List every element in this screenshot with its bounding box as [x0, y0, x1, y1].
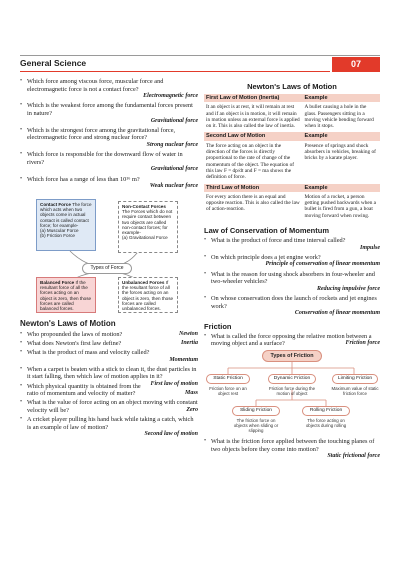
- momentum-heading: Law of Conservation of Momentum: [204, 226, 330, 236]
- list-item: • Which is the strongest force among the gravitational force, electromagnetic force and strong nuclear force? Strong nuclear force: [20, 126, 198, 148]
- table-header: First Law of Motion (Inertia): [204, 94, 303, 102]
- section-title: General Science: [20, 58, 87, 68]
- list-item: • What is the product of force and time interval called? Impulse: [204, 237, 380, 251]
- table-row: The force acting on an object in the direction of the forces is directly proportional to the rate of change of the momentum of the object. The equation of this law F = dp/dt and F = ma shows the definition of force. Presence of springs and shock absorbers in vehicles, breaking of bricks by a karate player.: [206, 142, 376, 181]
- list-item: • When a carpet is beaten with a stick to clean it, the dust particles in it start falling, then which law of motion applies in it? First law of motion: [20, 365, 198, 388]
- list-item: • What is the product of mass and velocity called? Momentum: [20, 349, 198, 363]
- list-item: • Which force among viscous force, muscular force and electromagnetic force is not a contact force? Electromagnetic force: [20, 78, 198, 100]
- table-row: It an object is at rest, it will remain at rest and if an object is in motion, it will remain in motion unless an external force is applied on it. This is also called the law of inertia. A bullet causing a hole in the glass. Passengers sitting in a moving vehicle bending forward when it stops.: [206, 104, 374, 130]
- rolling-friction-node: Rolling Friction: [302, 406, 350, 416]
- sliding-friction-node: Sliding Friction: [232, 406, 280, 416]
- types-of-friction-diagram: [204, 350, 380, 434]
- page-header: [20, 57, 380, 72]
- list-item: • Which is the weakest force among the fundamental forces present in nature? Gravitational force: [20, 102, 198, 124]
- list-item: • What is the reason for using shock absorbers in four-wheeler and two-wheeler vehicles? Reducing impulsive force: [204, 270, 380, 292]
- list-item: • Which force has a range of less than 10¹⁶ m? Weak nuclear force: [20, 175, 198, 190]
- unbalanced-force-box: Unbalanced Forces If the resultant force of all the forces acting on an object is zero, then those forces are called unbalanced forces.: [118, 277, 178, 313]
- list-item: • Which force is responsible for the downward flow of water in rivers? Gravitational force: [20, 151, 198, 173]
- list-item: • A cricket player pulling his hand back while taking a catch, which is an example of law of motion? Second law of motion: [20, 416, 198, 438]
- contact-force-box: Contact Force The force which acts when two objects come in actual contact is called contact force; for example- (a) Muscular Force (b) Friction Force: [36, 199, 96, 251]
- header-rule: [20, 71, 330, 72]
- static-friction-desc: Friction force on an object rest: [209, 385, 247, 397]
- list-item: • What is the friction force applied between the touching planes of two objects before they come into motion? Static frictional force: [204, 437, 380, 460]
- limiting-friction-desc: Maximum value of static friction force: [331, 385, 379, 397]
- friction-heading: Friction: [204, 321, 232, 331]
- laws-table: [204, 94, 380, 222]
- table-header: Example: [303, 132, 380, 140]
- dynamic-friction-desc: Friction force during the motion of object: [268, 385, 316, 397]
- laws-table-title: Newton's Laws of Motion: [247, 82, 337, 91]
- static-friction-node: Static Friction: [206, 374, 250, 384]
- table-header: Third Law of Motion: [204, 184, 303, 192]
- table-header: Example: [303, 94, 380, 102]
- types-of-friction-node: Types of Friction: [262, 350, 322, 362]
- types-of-force-diagram: [20, 195, 198, 313]
- list-item: • On which principle does a jet engine work? Principle of conservation of linear momentum: [204, 253, 380, 268]
- noncontact-force-box: Non-Contact Forces The Forces which do not require contact between two objects are called non-contact forces; for example- (a) Gravitational Force: [118, 201, 178, 253]
- list-item: • Which physical quantity is obtained from the ratio of momentum and velocity of matter? Mass: [20, 382, 198, 398]
- table-header: Second Law of Motion: [204, 132, 303, 140]
- top-rule: [20, 55, 380, 56]
- limiting-friction-node: Limiting Friction: [332, 374, 378, 384]
- table-header: Example: [303, 184, 380, 192]
- right-column: [204, 82, 380, 462]
- balanced-force-box: Balanced Force If the resultant force of all the forces acting on an object is zero, then those forces are called balanced forces.: [36, 277, 96, 313]
- left-column: [20, 78, 198, 441]
- rolling-friction-desc: The force acting on objects during rolling: [305, 417, 347, 429]
- list-item: • What is the value of force acting on an object moving with constant velocity will be? Zero: [20, 399, 198, 414]
- table-row: For every action there is an equal and opposite reaction. This is also called the law of action-reaction. Motion of a rocket, a person getting pushed backwards when a bullet is fired from a gun, a boat moving forward when rowing.: [206, 193, 377, 219]
- list-item: • On whose conservation does the launch of rockets and jet engines work? Conservation of linear momentum: [204, 294, 380, 317]
- types-of-force-node: Types of Force: [82, 263, 132, 274]
- newton-heading: Newton's Laws of Motion: [20, 318, 116, 328]
- dynamic-friction-node: Dynamic Friction: [268, 374, 316, 384]
- list-item: • What is called the force opposing the relative motion between a moving object and a surface? Friction force: [204, 332, 380, 348]
- list-item: • What does Newton's first law define? Inertia: [20, 339, 198, 347]
- sliding-friction-desc: The friction force on objects when sliding or slipping: [233, 417, 279, 434]
- list-item: • Who propounded the laws of motion? Newton: [20, 330, 198, 338]
- page-number: 07: [332, 57, 380, 72]
